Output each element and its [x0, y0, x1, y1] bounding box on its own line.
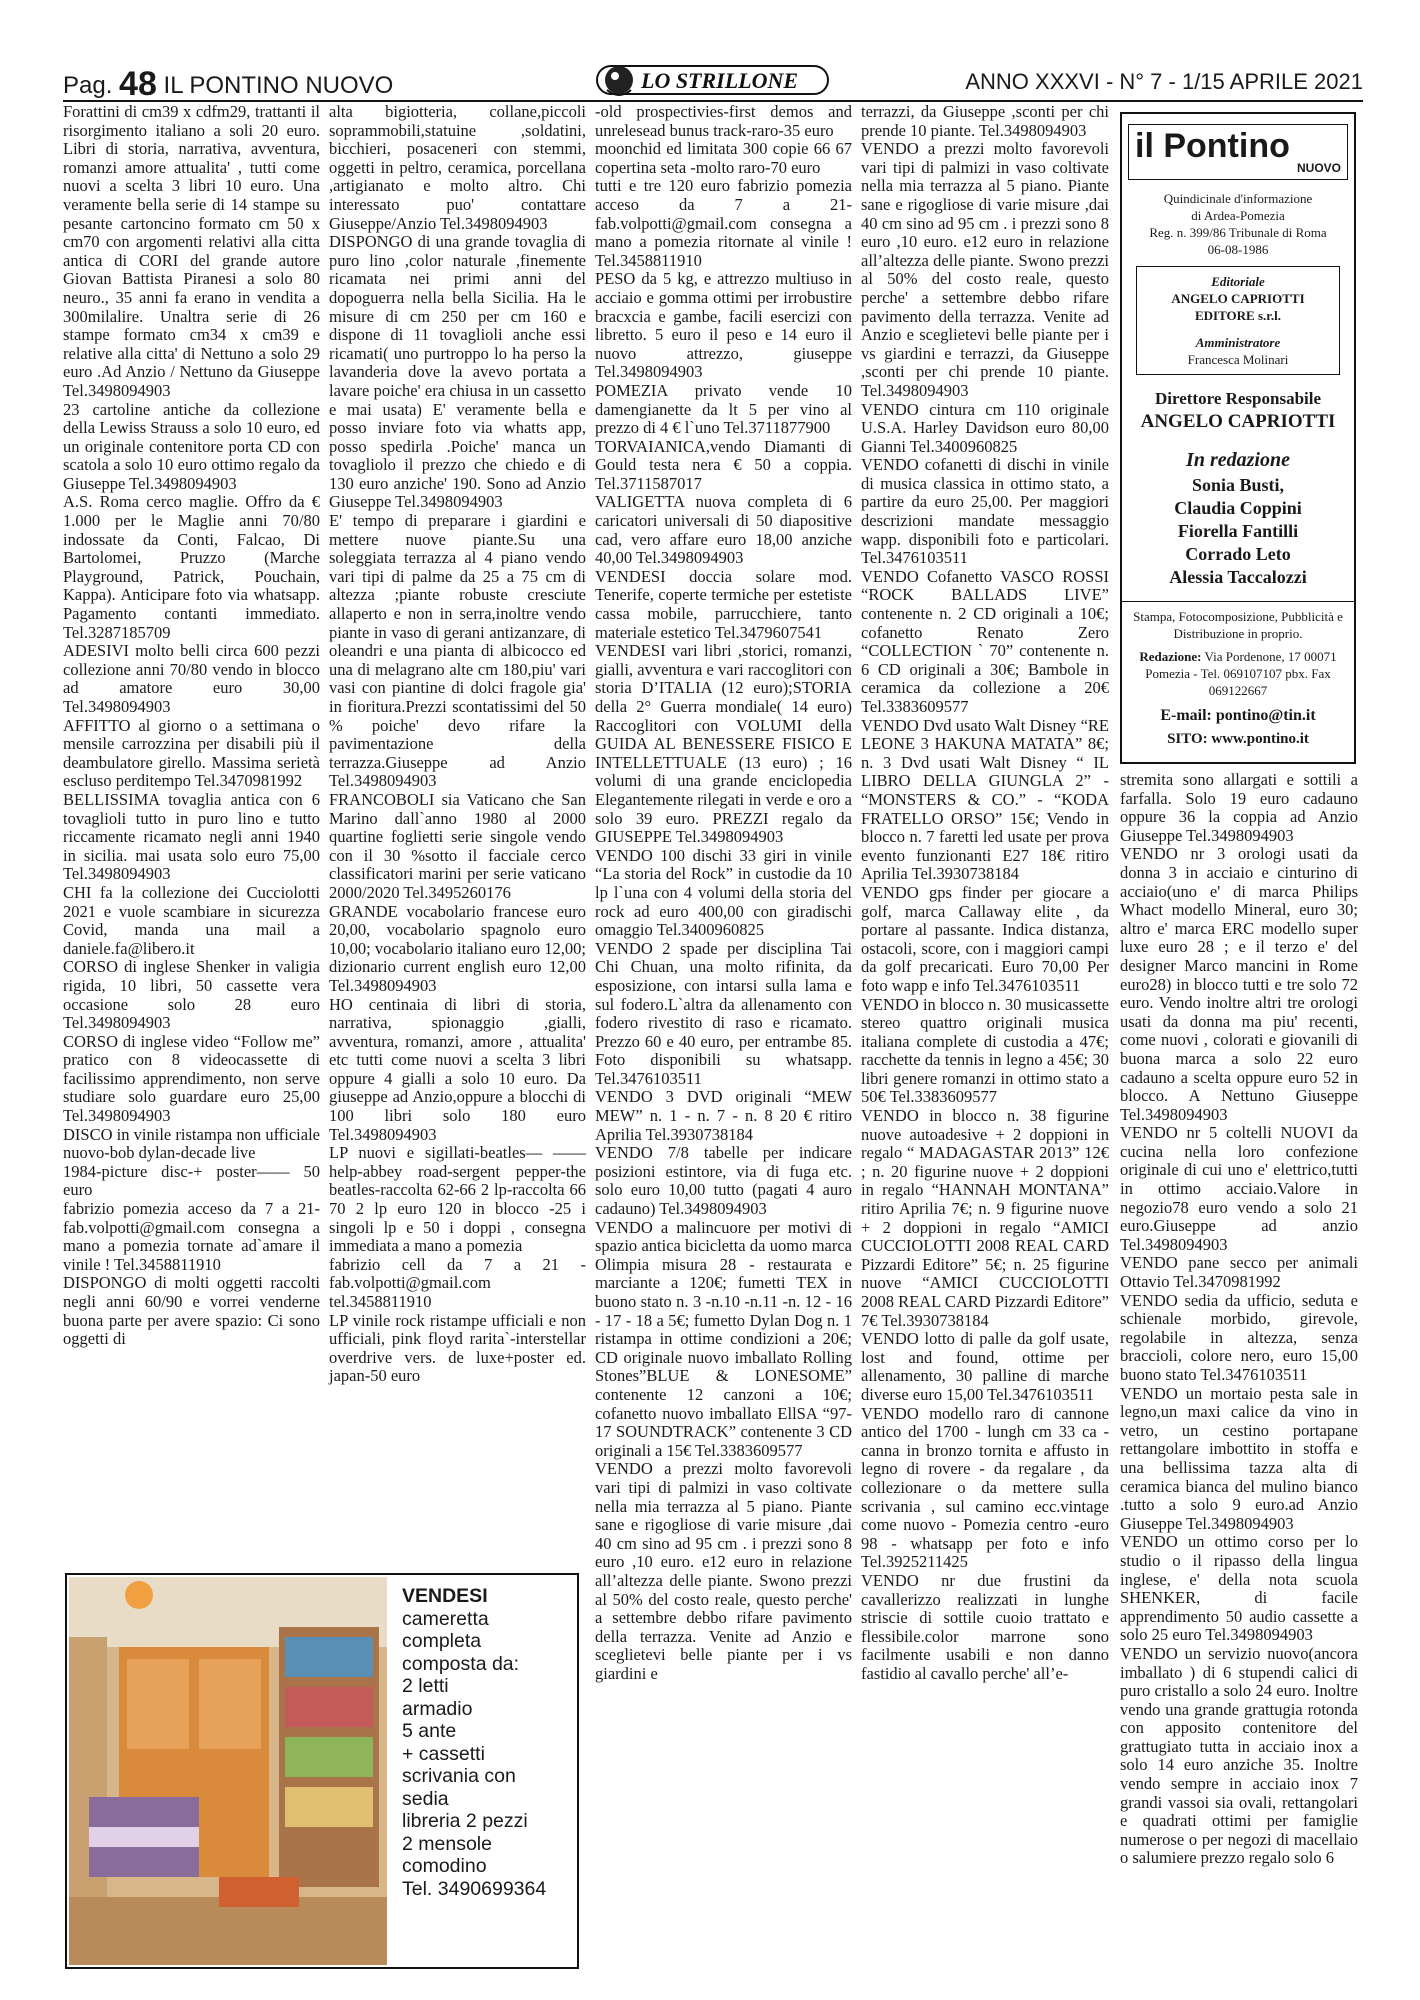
classified-ad: HO centinaia di libri di storia, narrativa, spionaggio ,gialli, avventura, romanzi, amore , attualita' etc tutti come nuovi a scelta 3 libri oppure 4 gialli a solo 10 euro. Da giuseppe ad Anzio,oppure a blocchi di 100 libri solo 180 euro Tel.3498094903 — [329, 994, 586, 1144]
site-text: SITO: www.pontino.it — [1167, 731, 1309, 747]
classified-ad: 1984-picture disc-+ poster—— 50 euro — [63, 1161, 320, 1200]
classified-ad: BELLISSIMA tovaglia antica con 6 tovaglioli tutto in puro lino e tutto riccamente ricamato negli anni 1940 in sicilia. mai usata solo euro 75,00 Tel.3498094903 — [63, 789, 320, 884]
classified-ad: POMEZIA privato vende 10 damengianette da lt 5 per vino al prezzo di 4 € l`uno Tel.3711877900 — [595, 380, 852, 438]
classified-ad: FRANCOBOLI sia Vaticano che San Marino dall`anno 1980 al 2000 quartine foglietti serie singole vendo con il 30 %sotto il facciale cerco classificatori marini per serie vaticano 2000/2020 Tel.3495260176 — [329, 789, 586, 902]
classified-ad: VENDO un mortaio pesta sale in legno,un maxi calice da vino in vetro, un cestino portapane rettangolare imbottito in stoffa e una bellissima tazza alta di ceramica bianca del mulino bianco .tutto a solo 9 euro.ad Anzio Giuseppe Tel.3498094903 — [1120, 1383, 1358, 1533]
classified-ad: PESO da 5 kg, e attrezzo multiuso in acciaio e gomma ottimi per irrobustire bracxcia e gambe, facili esercizi con libretto. 5 euro il peso e 14 euro il nuovo attrezzo, giuseppe Tel.3498094903 — [595, 269, 852, 382]
classified-ad: VENDO un ottimo corso per lo studio o il ripasso della lingua inglese, e' della nota scuola SHENKER, di facile apprendimento 50 audio cassette a solo 25 euro Tel.3498094903 — [1120, 1532, 1358, 1645]
ad-line: 2 letti — [402, 1675, 449, 1697]
ad-line: composta da: — [402, 1652, 520, 1675]
classified-ad: CHI fa la collezione dei Cucciolotti 2021 e vuole scambiare in sicurezza Covid, manda una mail a daniele.fa@libero.it — [63, 882, 320, 958]
classified-ad: alta bigiotteria, collane,piccoli soprammobili,statuine ,soldatini, bicchieri, posaceneri con stemmi, oggetti in peltro, ceramica, porcellana ,artigianato e molto altro. Chi interessato puo' contattare Giuseppe/Anzio Tel.3498094903 — [329, 102, 586, 233]
classified-ad: VENDO lotto di palle da golf usate, lost and found, ottime per allenamento, 30 palline di marche diverse euro 15,00 Tel.3476103511 — [861, 1329, 1109, 1404]
classified-ad: VENDO sedia da ufficio, seduta e schienale morbido, girevole, regolabile in altezza, senza braccioli, colore nero, euro 15,00 buono stato Tel.3476103511 — [1120, 1290, 1358, 1384]
classified-ad: VENDO cintura cm 110 originale U.S.A. Harley Davidson euro 80,00 Gianni Tel.3400960825 — [861, 399, 1109, 456]
classified-ad: VENDO 100 dischi 33 giri in vinile “La storia del Rock” in custodie da 10 lp l`una con 4 volumi della storia del rock ad euro 400,00 con giradischi omaggio Tel.3400960825 — [595, 845, 852, 940]
amministratore-name: Francesca Molinari — [1187, 352, 1289, 367]
classified-ad: VENDO Cofanetto VASCO ROSSI “ROCK BALLADS LIVE” contenente n. 2 CD originali a 10€; cofanetto Renato Zero “COLLECTION ` 70” contenente n. 6 CD originali a 30€; Bambole in ceramica da collezione a 20€ Tel.3383609577 — [861, 566, 1109, 716]
ad-line: + cassetti — [402, 1742, 485, 1765]
classified-ad: DISPONGO di molti oggetti raccolti negli anni 60/90 e vorrei venderne buona parte per avere spazio: Ci sono oggetti di — [63, 1273, 320, 1349]
classified-ad: moonchid ed limitata 300 copie 66 67 copertina seta -molto raro-70 euro — [595, 139, 852, 177]
classified-ad: A.S. Roma cerco maglie. Offro da € 1.000 per le Maglie anni 70/80 indossate da Conti, Falcao, Di Bartolomei, Pruzzo (Marche Playground, Patrick, Pouchain, Kappa). Anticipare foto via whatsapp. Pagamento contanti immediato. Tel.3287185709 — [63, 492, 320, 642]
classified-ad: VENDO cofanetti di dischi in vinile di musica classica in ottimo stato, a partire da euro 25,00. Per maggiori descrizioni mandate messaggio wapp. disponibili foto e particolari. Tel.3476103511 — [861, 455, 1109, 568]
editoriale-label: Editoriale — [1211, 274, 1265, 289]
masthead-info-line: di Ardea-Pomezia — [1191, 208, 1285, 223]
masthead-info-line: Reg. n. 399/86 Tribunale di Roma — [1149, 225, 1327, 240]
ad-text — [402, 1585, 572, 1900]
classified-ad: VENDO a malincuore per motivi di spazio antica bicicletta da uomo marca Olimpia misura 28 - restaurata e marciante a 120€; fumetti TEX in buono stato n. 3 -n.10 -n.11 -n. 12 - 16 - 17 - 18 a 5€; fumetto Dylan Dog n. 1 ristampa in ottime condizioni a 20€; CD originale nuovo imballato Rolling Stones”BLUE & LONESOME” contenente 12 canzoni a 10€; cofanetto nuovo imballato EllSA “97-17 SOUNDTRACK” contenente 3 CD originali a 15€ Tel.3383609577 — [595, 1217, 852, 1460]
column-1 — [63, 103, 320, 1349]
page-prefix: Pag. — [63, 72, 113, 99]
ad-line: comodino — [402, 1855, 487, 1877]
publisher-box — [1136, 266, 1340, 375]
classified-ad: VENDESI vari libri ,storici, romanzi, gialli, avventura e vari raccoglitori con storia D’ITALIA (12 euro);STORIA della 2° Guerra mondiale( 14 euro) Raccoglitori con VOLUMI della GUIDA AL BENESSERE FISICO E INTELLETTUALE (13 euro) ; 16 volumi di una grande enciclopedia Elegantemente rilegati in verde e oro a solo 39 euro. PREZZI regalo da GIUSEPPE Tel.3498094903 — [595, 641, 852, 847]
column-3 — [595, 103, 852, 1683]
classified-ad: fabrizio pomezia acceso da 7 a 21-fab.volpotti@gmail.com consegna a mano a pomezia tornate ad`amare il vinile ! Tel.3458811910 — [63, 1199, 320, 1274]
classified-ad: VENDO a prezzi molto favorevoli vari tipi di palmizi in vaso coltivate nella mia terrazza al 5 piano. Piante sane e rigogliose di varie misure ,dai 40 cm sino ad 95 cm . i prezzi sono 8 euro ,10 euro. e12 euro in relazione all’altezza delle piante. Swono prezzi al 50% del costo reale, questo perche' a settembre debbo rifare pavimento della terrazza. Venite ad Anzio e sceglietevi belle piante per i vs giardini e — [595, 1459, 852, 1683]
classified-ad: VENDO a prezzi molto favorevoli vari tipi di palmizi in vaso coltivate nella mia terrazza al 5 piano. Piante sane e rigogliose di varie misure ,dai 40 cm sino ad 95 cm . i prezzi sono 8 euro ,10 euro. e12 euro in relazione all’altezza delle piante. Swono prezzi al 50% del costo reale, questo perche' a settembre debbo rifare pavimento della terrazza. Venite ad Anzio e sceglietevi belle piante per i vs giardini e terrazzi, da Giuseppe ,sconti per chi prende 10 piante. Tel.3498094903 — [861, 139, 1109, 400]
address-block — [1122, 642, 1354, 699]
ad-line: sedia — [402, 1787, 449, 1810]
classified-ad: 23 cartoline antiche da collezione della Lewiss Strauss a solo 10 euro, ed un originale contenitore porta CD con scatola a solo 10 euro ottimo regalo da Giuseppe Tel.3498094903 — [63, 399, 320, 493]
publication-name: IL PONTINO NUOVO — [163, 72, 394, 99]
direttore-label: Direttore Responsabile — [1154, 389, 1322, 408]
classified-ad: VENDO gps finder per giocare a golf, marca Callaway elite , da portare al passante. Indica distanza, ostacoli, score, con i maggiori campi da golf precaricati. Euro 70,00 Per foto wapp e info Tel.3476103511 — [861, 882, 1109, 995]
masthead-info-line: 06-08-1986 — [1207, 242, 1269, 257]
classified-ad: VENDO nr 3 orologi usati da donna 3 in acciaio e cinturino di acciaio(uno e' di marca Philips Whact modello Mineral, euro 30; altro e' marca ERC modello super luxe euro 28 ; e il terzo e' del designer Marco mancini in Rome euro28) in blocco tutti e tre solo 72 euro. Vendo inoltre altri tre orologi usati da donna ma piu' recenti, come nuovi , colorati e giovanili di buona marca a solo 22 euro cadauno a scelta oppure euro 52 in blocco. A Nettuno Giuseppe Tel.3498094903 — [1120, 844, 1358, 1124]
address-text: Via Pordenone, 17 00071 Pomezia - Tel. 069107107 pbx. Fax 069122667 — [1145, 649, 1337, 698]
email-text: E-mail: pontino@tin.it — [1160, 707, 1316, 724]
issue-info: ANNO XXXVI - N° 7 - 1/15 APRILE 2021 — [965, 69, 1363, 94]
staff-list — [1122, 474, 1354, 589]
staff-name: Corrado Leto — [1185, 544, 1291, 564]
page-label — [63, 65, 393, 104]
logo-text: LO STRILLONE — [641, 68, 799, 93]
classified-ad: CORSO di inglese Shenker in valigia rigida, 10 libri, 50 cassette vera occasione solo 28 euro Tel.3498094903 — [63, 957, 320, 1033]
classified-ad: CORSO di inglese video “Follow me” pratico con 8 videocassette di facilissimo apprendimento, non serve studiare solo guardare euro 25,00 Tel.3498094903 — [63, 1031, 320, 1126]
classified-ad: VENDO in blocco n. 38 figurine nuove autoadesive + 2 doppioni in regalo “ MADAGASTAR 2013” 12€ ; n. 20 figurine nuove + 2 doppioni in regalo “HANNAH MONTANA” ritiro Aprilia 7€; n. 9 figurine nuove + 2 doppioni in regalo “AMICI CUCCIOLOTTI 2008 REAL CARD Pizzardi Editore” 5€; n. 25 figurine nuove “AMICI CUCCIOLOTTI 2008 REAL CARD Pizzardi Editore” 7€ Tel.3930738184 — [861, 1106, 1109, 1330]
staff-name: Fiorella Fantilli — [1177, 521, 1299, 541]
column-5 — [1120, 771, 1358, 1868]
redazione-label: In redazione — [1186, 449, 1290, 471]
classified-ad: -old prospectivies-first demos and unrelesead bunus track-raro-35 euro — [595, 102, 852, 140]
classified-ad: VENDESI doccia solare mod. Tenerife, coperte termiche per estetiste cassa mobile, parrucchiere, tanto materiale estetico Tel.3479607541 — [595, 566, 852, 642]
editoriale-name: ANGELO CAPRIOTTI EDITORE s.r.l. — [1171, 291, 1305, 323]
masthead-title — [1128, 124, 1348, 180]
classified-ad: Forattini di cm39 x cdfm29, trattanti il risorgimento italiano a soli 20 euro. Libri di storia, narrativa, avventura, romanzi amore attualita' , tutti come nuovi a scelta 3 libri 10 euro. Una veramente bella serie di 14 stampe su pesante cartoncino formato cm 50 x cm70 con argomenti relativi alla citta antica di CORI del grande autore Giovan Battista Piranesi a solo 80 neuro., 35 anni fa erano in vendita a 300milalire. Unaltra serie di 26 stampe formato cm34 x cm39 e relative alla citta' di Nettuno a solo 29 euro .Ad Anzio / Nettuno da Giuseppe Tel.3498094903 — [63, 102, 320, 400]
classified-ad: stremita sono allargati e sottili a farfalla. Solo 19 euro cadauno oppure 36 la coppia ad Anzio Giuseppe Tel.3498094903 — [1120, 770, 1358, 845]
page-number: 48 — [119, 65, 157, 103]
staff-name: Claudia Coppini — [1174, 498, 1302, 518]
classified-ad: DISPONGO di una grande tovaglia di puro lino ,color naturale ,finemente ricamata nei primi anni del dopoguerra nella bella Sicilia. Ha le misure di cm 250 per cm 160 e dispone di 11 tovaglioli anche essi ricamati( uno purtroppo lo ha perso la lavanderia dove la avevo portata a lavare poiche' era chiusa in un cassetto e mai usata) E' veramente bella e posso inviare foto via whatts app, posso spedirla .Poiche' manca un tovagliolo il prezzo che chiedo e di 130 euro anziche' 190. Sono ad Anzio Giuseppe Tel.3498094903 — [329, 232, 586, 512]
classified-ad: DISCO in vinile ristampa non ufficiale nuovo-bob dylan-decade live — [63, 1124, 320, 1163]
classified-ad: VALIGETTA nuova completa di 6 caricatori universali di 50 diapositive cad, vero affare euro 18,00 anziche 40,00 Tel.3498094903 — [595, 492, 852, 568]
lo-strillone-logo — [595, 60, 830, 100]
masthead — [1120, 112, 1356, 764]
classified-ad: VENDO in blocco n. 30 musicassette stereo quattro originali musica italiana complete di custodia a 47€; racchette da tennis in legno a 45€; 30 libri genere romanzi in ottimo stato a 50€ Tel.3383609577 — [861, 994, 1109, 1107]
bedroom-photo — [69, 1577, 387, 1965]
classified-ad: LP nuovi e sigillati-beatles— ——help-abbey road-sergent pepper-the beatles-raccolta 62-66 2 lp-raccolta 66 70 2 lp euro 120 in blocco -25 i singoli lp e 50 i doppi , consegna immediata a mano a pomezia — [329, 1143, 586, 1256]
classified-ad: VENDO 3 DVD originali “MEW MEW” n. 1 - n. 7 - n. 8 20 € ritiro Aprilia Tel.3930738184 — [595, 1087, 852, 1144]
classified-ad: terrazzi, da Giuseppe ,sconti per chi prende 10 piante. Tel.3498094903 — [861, 102, 1109, 140]
classified-ad: TORVAIANICA,vendo Diamanti di Gould testa nera € 50 a coppia. Tel.3711587017 — [595, 436, 852, 493]
classified-ad: LP vinile rock ristampe ufficiali e non ufficiali, pink floyd rarita`-interstellar overdrive vers. de luxe+poster ed. japan-50 euro — [329, 1310, 586, 1386]
classified-ad: VENDO un servizio nuovo(ancora imballato ) di 6 stupendi calici di puro cristallo a solo 24 euro. Inoltre vendo una grande grattugia rotonda con apposito contenitore del grattugiato tutta in acciaio inox a solo 14 euro anziche 35. Inoltre vendo sempre in acciaio inox 7 grandi vassoi sia ovali, rettangolari e quadrati ottimi per famiglie numerose o per negozi di macellaio o salumiere prezzo regalo solo 6 — [1120, 1643, 1358, 1868]
masthead-name: il Pontino — [1135, 127, 1290, 165]
classified-ad: VENDO modello raro di cannone antico del 1700 - lungh cm 33 ca -canna in bronzo tornita e affusto in legno di rovere - da regalare , da collezionare o da mettere sulla scrivania , sul camino ecc.vintage come nuovo - Pomezia centro -euro 98 - whatsapp per foto e info Tel.3925211425 — [861, 1403, 1109, 1572]
classified-ad: GRANDE vocabolario francese euro 20,00, vocabolario spagnolo euro 10,00; vocabolario italiano euro 12,00; dizionario current english euro 12,00 Tel.3498094903 — [329, 901, 586, 995]
classified-ad: VENDO nr 5 coltelli NUOVI da cucina nella loro confezione originale di cui uno e' elettrico,tutti in ottimo acciaio.Valore in negozio78 euro vendo a solo 21 euro.Giuseppe ad anzio Tel.3498094903 — [1120, 1123, 1358, 1254]
classified-ad: VENDO nr due frustini da cavallerizzo realizzati in lunghe striscie di sottile cuoio trattato e flessibile.color marrone sono facilmente usabili e non danno fastidio al cavallo perche' all’e- — [861, 1570, 1109, 1683]
staff-name: Sonia Busti, — [1191, 475, 1285, 495]
ad-line: 2 mensole — [402, 1832, 492, 1855]
ad-line: cameretta — [402, 1607, 489, 1630]
classified-ad: E' tempo di preparare i giardini e mettere nuove piante.Su una soleggiata terrazza al 4 piano vendo vari tipi di palme da 25 a 75 cm di altezza ;piante robuste cresciute allaperto e non in serra,inoltre vendo piante in vaso di gerani antizanzare, di oleandri e una pianta di albicocco ed una di melagrano alte cm 180,piu' vari vasi con piantine di dolci fragole gia' in fioritura.Prezzi scontatissimi del 50 % poiche' devo rifare la pavimentazione della terrazza.Giuseppe ad Anzio Tel.3498094903 — [329, 511, 586, 791]
ad-line: scrivania con — [402, 1765, 516, 1787]
classified-ad: AFFITTO al giorno o a settimana o mensile carrozzina per disabili più il deambulatore girello. Massima serietà escluso perditempo Tel.3470981992 — [63, 715, 320, 791]
direttore-name: ANGELO CAPRIOTTI — [1140, 411, 1336, 432]
ad-title: VENDESI — [402, 1585, 488, 1607]
masthead-info-line: Quindicinale d'informazione — [1163, 191, 1313, 206]
classified-ad: ADESIVI molto belli circa 600 pezzi collezione anni 70/80 vendo in blocco ad amatore euro 30,00 Tel.3498094903 — [63, 641, 320, 716]
classified-ad: VENDO 2 spade per disciplina Tai Chi Chuan, una molto rifinita, da esposizione, con intarsi sulla lama e sul fodero.L`altra da allenamento con fodero rivestito di raso e ricamato. Prezzo 60 e 40 euro, per entrambe 85. Foto disponibili su whatsapp. Tel.3476103511 — [595, 938, 852, 1088]
staff-name: Alessia Taccalozzi — [1169, 567, 1307, 587]
masthead-subname: NUOVO — [1296, 161, 1341, 175]
ad-line: completa — [402, 1630, 482, 1652]
column-4 — [861, 103, 1109, 1683]
ad-phone: Tel. 3490699364 — [402, 1877, 547, 1900]
classified-ad: VENDO 7/8 tabelle per indicare posizioni estintore, via di fuga etc. solo euro 10,00 tutto (pagati 4 auro cadauno) Tel.3498094903 — [595, 1143, 852, 1219]
classified-ad: VENDO Dvd usato Walt Disney “RE LEONE 3 HAKUNA MATATA” 8€; n. 3 Dvd usati Walt Disney “ IL LIBRO DELLA GIUNGLA 2” - “MONSTERS & CO.” - “KODA FRATELLO ORSO” 15€; Vendo in blocco n. 7 faretti led usate per prova evento funzionanti E27 18€ ritiro Aprilia Tel.3930738184 — [861, 715, 1109, 884]
classified-ad: fabrizio cell da 7 a 21 -fab.volpotti@gmail.com tel.3458811910 — [329, 1254, 586, 1311]
ad-line: armadio — [402, 1697, 473, 1720]
bedroom-ad — [65, 1573, 579, 1969]
classified-ad: VENDO pane secco per animali Ottavio Tel.3470981992 — [1120, 1253, 1358, 1292]
amministratore-label: Amministratore — [1195, 335, 1281, 350]
ad-line: libreria 2 pezzi — [402, 1810, 528, 1832]
service-text: Stampa, Fotocomposizione, Pubblicità e Distribuzione in proprio. — [1133, 609, 1343, 641]
classified-ad: tutti e tre 120 euro fabrizio pomezia acceso da 7 a 21-fab.volpotti@gmail.com consegna a mano a pomezia ritornate al vinile ! Tel.3458811910 — [595, 176, 852, 270]
column-2 — [329, 103, 586, 1386]
masthead-info — [1122, 190, 1354, 258]
address-label: Redazione: — [1139, 649, 1202, 664]
ad-line: 5 ante — [402, 1720, 457, 1742]
